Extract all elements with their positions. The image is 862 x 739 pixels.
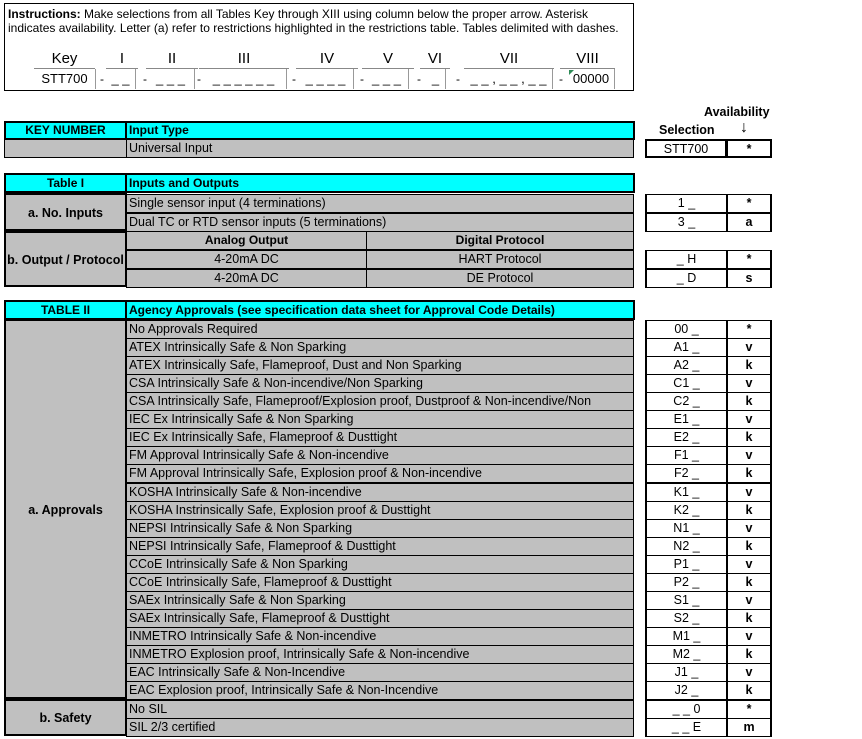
key-header-6: VI	[420, 48, 450, 69]
analog-output-1: 4-20mA DC	[126, 269, 367, 288]
availability-table2.approvals-18: k	[726, 645, 772, 664]
digital-protocol-1: DE Protocol	[366, 269, 634, 288]
key-code-1: _ _	[106, 69, 136, 89]
availability-table2.approvals-4: k	[726, 392, 772, 411]
key-availability: *	[726, 139, 772, 158]
approval-row-15: SAEx Intrinsically Safe & Non Sparking	[126, 591, 634, 610]
approval-row-8: FM Approval Intrinsically Safe, Explosion proof & Non-incendive	[126, 464, 634, 483]
key-header-5: V	[362, 48, 414, 69]
approval-row-10: KOSHA Instrinsically Safe, Explosion proof & Dusttight	[126, 501, 634, 520]
selection-code-table1.inputs-1: 3 _	[645, 213, 727, 232]
key-header-1: I	[106, 48, 138, 69]
approval-row-3: CSA Intrinsically Safe & Non-incendive/Non Sparking	[126, 374, 634, 393]
safety-row-1: SIL 2/3 certified	[126, 718, 634, 737]
key-separator-1: -	[143, 72, 147, 86]
availability-table2.approvals-11: v	[726, 519, 772, 538]
key-separator-5: -	[417, 72, 421, 86]
availability-table2.approvals-2: k	[726, 356, 772, 375]
selection-code-table2.approvals-3: C1 _	[645, 374, 727, 393]
availability-table2.approvals-0: *	[726, 320, 772, 339]
approval-row-4: CSA Intrinsically Safe, Flameproof/Explosion proof, Dustproof & Non-incendive/Non	[126, 392, 634, 411]
selection-code-table2.approvals-10: K2 _	[645, 501, 727, 520]
key-header-4: IV	[296, 48, 358, 69]
availability-table2.approvals-17: v	[726, 627, 772, 646]
input-row-0: Single sensor input (4 terminations)	[126, 194, 634, 213]
key-header-2: II	[146, 48, 198, 69]
availability-label: Availability	[704, 105, 770, 119]
selection-code-table2.approvals-12: N2 _	[645, 537, 727, 556]
approval-row-17: INMETRO Intrinsically Safe & Non-incendive	[126, 627, 634, 646]
availability-table2.safety-1: m	[726, 718, 772, 737]
approval-row-9: KOSHA Intrinsically Safe & Non-incendive	[126, 483, 634, 502]
key-header-3: III	[199, 48, 289, 69]
universal-input-label: Universal Input	[126, 139, 634, 158]
safety-label: b. Safety	[4, 699, 127, 736]
key-selection-code: STT700	[645, 139, 727, 158]
approval-row-16: SAEx Intrinsically Safe, Flameproof & Dusttight	[126, 609, 634, 628]
key-code-5: _ _ _	[365, 69, 409, 89]
availability-table2.approvals-6: k	[726, 428, 772, 447]
approval-row-5: IEC Ex Intrinsically Safe & Non Sparking	[126, 410, 634, 429]
no-inputs-label: a. No. Inputs	[4, 193, 127, 231]
key-code-4: _ _ _ _	[298, 69, 354, 89]
key-code-6: _	[426, 69, 446, 89]
key-code-3: _ _ _ _ _ _	[201, 69, 287, 89]
availability-table2.approvals-16: k	[726, 609, 772, 628]
approval-row-6: IEC Ex Intrinsically Safe, Flameproof & Dusttight	[126, 428, 634, 447]
approval-row-1: ATEX Intrinsically Safe & Non Sparking	[126, 338, 634, 357]
selection-code-table2.approvals-0: 00 _	[645, 320, 727, 339]
availability-table2.approvals-19: v	[726, 663, 772, 682]
selection-code-table2.approvals-14: P2 _	[645, 573, 727, 592]
selection-label: Selection	[659, 123, 715, 137]
safety-row-0: No SIL	[126, 700, 634, 719]
selection-code-table2.approvals-16: S2 _	[645, 609, 727, 628]
table-1-title: Inputs and Outputs	[125, 173, 635, 193]
availability-table2.approvals-1: v	[726, 338, 772, 357]
key-header-8: VIII	[560, 48, 615, 69]
approval-row-19: EAC Intrinsically Safe & Non-Incendive	[126, 663, 634, 682]
selection-code-table1.outputs-1: _ D	[645, 269, 727, 288]
table-1-label: Table I	[4, 173, 127, 193]
analog-output-header: Analog Output	[126, 231, 367, 250]
availability-table2.approvals-12: k	[726, 537, 772, 556]
approval-row-14: CCoE Intrinsically Safe, Flameproof & Dusttight	[126, 573, 634, 592]
key-separator-7: -	[559, 72, 563, 86]
availability-table2.approvals-14: k	[726, 573, 772, 592]
digital-protocol-header: Digital Protocol	[366, 231, 634, 250]
approval-row-0: No Approvals Required	[126, 320, 634, 339]
approval-row-13: CCoE Intrinsically Safe & Non Sparking	[126, 555, 634, 574]
selection-code-table2.approvals-15: S1 _	[645, 591, 727, 610]
key-number-label: KEY NUMBER	[4, 121, 127, 140]
key-code-2: _ _ _	[147, 69, 195, 89]
key-separator-6: -	[456, 72, 460, 86]
key-code-7: _ _ , _ _ , _ _	[465, 69, 553, 89]
approval-row-11: NEPSI Intrinsically Safe & Non Sparking	[126, 519, 634, 538]
selection-code-table2.approvals-18: M2 _	[645, 645, 727, 664]
approvals-label: a. Approvals	[4, 319, 127, 699]
selection-code-table2.approvals-13: P1 _	[645, 555, 727, 574]
availability-table2.approvals-20: k	[726, 681, 772, 700]
selection-code-table2.approvals-7: F1 _	[645, 446, 727, 465]
key-code-0: STT700	[34, 69, 96, 89]
selection-code-table2.approvals-2: A2 _	[645, 356, 727, 375]
key-number-title: Input Type	[125, 121, 635, 140]
availability-table2.approvals-10: k	[726, 501, 772, 520]
analog-output-0: 4-20mA DC	[126, 250, 367, 269]
approval-row-12: NEPSI Intrinsically Safe, Flameproof & Dusttight	[126, 537, 634, 556]
approval-row-20: EAC Explosion proof, Intrinsically Safe & Non-Incendive	[126, 681, 634, 700]
approval-row-18: INMETRO Explosion proof, Intrinsically Safe & Non-incendive	[126, 645, 634, 664]
selection-code-table2.approvals-20: J2 _	[645, 681, 727, 700]
key-code-8: 00000	[568, 69, 615, 89]
key-separator-2: -	[197, 72, 201, 86]
availability-table1.outputs-0: *	[726, 250, 772, 269]
availability-table1.inputs-0: *	[726, 194, 772, 213]
availability-table2.approvals-9: v	[726, 483, 772, 502]
selection-code-table2.safety-1: _ _ E	[645, 718, 727, 737]
output-protocol-label: b. Output / Protocol	[4, 231, 127, 287]
comment-indicator-icon	[569, 70, 574, 75]
selection-code-table2.approvals-11: N1 _	[645, 519, 727, 538]
selection-code-table2.approvals-9: K1 _	[645, 483, 727, 502]
selection-code-table2.approvals-6: E2 _	[645, 428, 727, 447]
selection-code-table2.approvals-19: J1 _	[645, 663, 727, 682]
approval-row-2: ATEX Intrinsically Safe, Flameproof, Dust and Non Sparking	[126, 356, 634, 375]
selection-code-table1.outputs-0: _ H	[645, 250, 727, 269]
availability-table2.safety-0: *	[726, 700, 772, 719]
availability-table2.approvals-3: v	[726, 374, 772, 393]
selection-code-table1.inputs-0: 1 _	[645, 194, 727, 213]
selection-code-table2.approvals-5: E1 _	[645, 410, 727, 429]
availability-table2.approvals-13: v	[726, 555, 772, 574]
availability-table1.inputs-1: a	[726, 213, 772, 232]
selection-code-table2.approvals-17: M1 _	[645, 627, 727, 646]
availability-table2.approvals-5: v	[726, 410, 772, 429]
availability-table1.outputs-1: s	[726, 269, 772, 288]
digital-protocol-0: HART Protocol	[366, 250, 634, 269]
key-number-label-cell	[4, 139, 127, 158]
approval-row-7: FM Approval Intrinsically Safe & Non-incendive	[126, 446, 634, 465]
key-header-0: Key	[34, 48, 95, 69]
table-2-label: TABLE II	[4, 300, 127, 320]
key-separator-4: -	[360, 72, 364, 86]
instructions-body: Make selections from all Tables Key through XIII using column below the proper arrow. Asterisk indicates availability. Letter (a) refer to restrictions highlighted in the restrictions table. Tables delimited with dashes.	[8, 7, 619, 35]
availability-table2.approvals-7: v	[726, 446, 772, 465]
selection-code-table2.approvals-1: A1 _	[645, 338, 727, 357]
key-header-7: VII	[464, 48, 554, 69]
selection-code-table2.safety-0: _ _ 0	[645, 700, 727, 719]
instructions-lead: Instructions:	[8, 7, 81, 21]
key-separator-3: -	[292, 72, 296, 86]
selection-code-table2.approvals-4: C2 _	[645, 392, 727, 411]
key-separator-0: -	[100, 72, 104, 86]
instructions-text	[8, 7, 630, 35]
availability-table2.approvals-15: v	[726, 591, 772, 610]
selection-code-table2.approvals-8: F2 _	[645, 464, 727, 483]
availability-table2.approvals-8: k	[726, 464, 772, 483]
input-row-1: Dual TC or RTD sensor inputs (5 terminations)	[126, 213, 634, 232]
down-arrow-icon: ↓	[740, 119, 748, 136]
table-2-title: Agency Approvals (see specification data sheet for Approval Code Details)	[125, 300, 635, 320]
